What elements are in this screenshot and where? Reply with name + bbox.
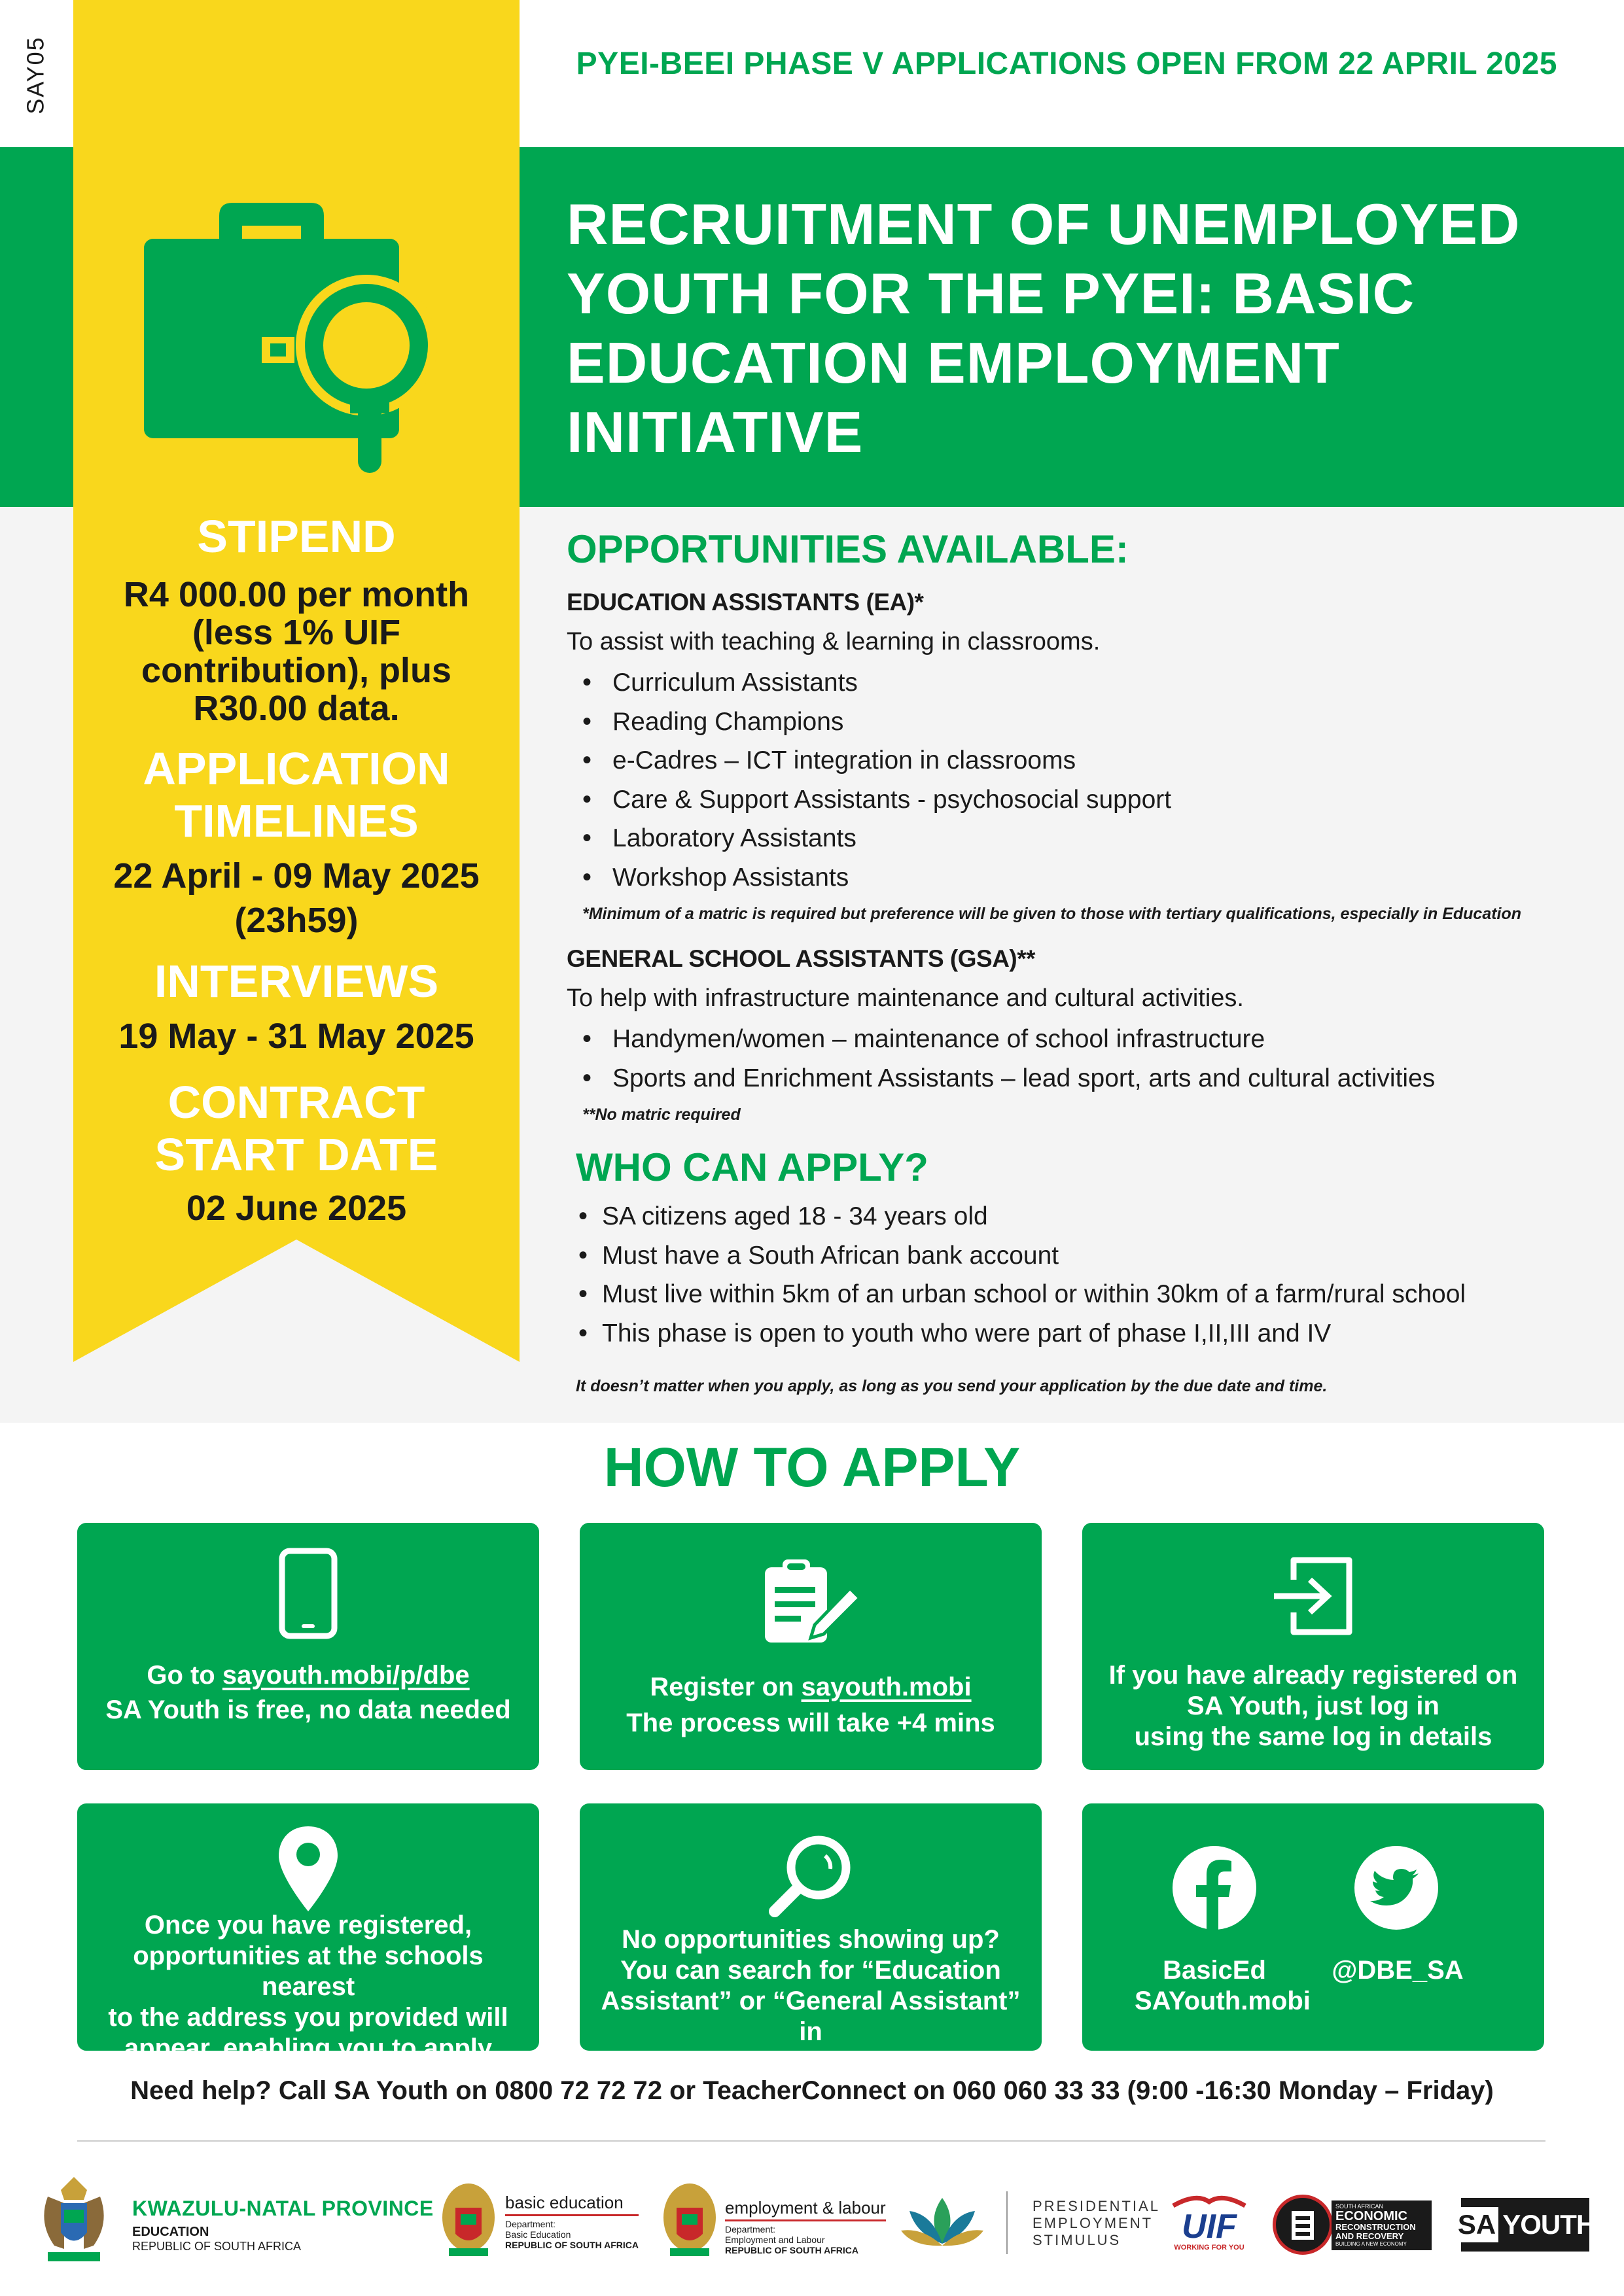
stimulus-line: PRESIDENTIAL [1033, 2198, 1160, 2214]
kzn-logo-text [132, 2197, 434, 2253]
card-line: appear, enabling you to apply [124, 2034, 493, 2062]
err-small: SOUTH AFRICAN [1335, 2203, 1384, 2210]
facebook-icon[interactable] [1173, 1846, 1256, 1930]
contract-date: 02 June 2025 [186, 1189, 407, 1228]
briefcase-search-icon [128, 177, 468, 504]
apply-card-search [580, 1803, 1042, 2077]
list-item: • Handymen/women – maintenance of school infrastructure [567, 1020, 1581, 1059]
facebook-handle[interactable]: BasicEd [1163, 1956, 1266, 1985]
help-line: Need help? Call SA Youth on 0800 72 72 72 or TeacherConnect on 060 060 33 33 (9:00 -16:30 Monday – Friday) [130, 2076, 1494, 2105]
who-can-apply-note: It doesn’t matter when you apply, as long as you send your application by the due date and time. [576, 1377, 1328, 1395]
interviews-dates: 19 May - 31 May 2025 [118, 1017, 474, 1056]
gsa-title: GENERAL SCHOOL ASSISTANTS (GSA)** [567, 945, 1036, 972]
apply-card-login [1082, 1523, 1544, 1770]
stipend-details [73, 576, 520, 727]
map-pin-icon [77, 1823, 539, 1915]
gsa-intro: To help with infrastructure maintenance and cultural activities. [567, 984, 1244, 1012]
basic-education-line: Department: [505, 2219, 556, 2229]
document-code: SAY05 [22, 36, 49, 114]
stipend-line: (less 1% UIF [192, 613, 401, 652]
search-icon [580, 1830, 1042, 1921]
kzn-name: KWAZULU-NATAL PROVINCE [132, 2197, 434, 2220]
list-item: • Must live within 5km of an urban school or within 30km of a farm/rural school [576, 1275, 1597, 1314]
card-line: Register on sayouth.mobi [650, 1673, 972, 1701]
timelines-heading-line: APPLICATION [143, 743, 450, 794]
basic-education-coat-of-arms-icon [440, 2182, 497, 2259]
employment-labour-line: REPUBLIC OF SOUTH AFRICA [725, 2245, 859, 2255]
logo-divider [1006, 2191, 1008, 2254]
card-line: the search box [718, 2048, 904, 2077]
login-icon [1082, 1550, 1544, 1642]
employment-labour-logo-text [725, 2198, 886, 2255]
stipend-line: R30.00 data. [193, 689, 400, 728]
list-item: • Must have a South African bank account [576, 1236, 1597, 1276]
employment-labour-line: Department: [725, 2224, 776, 2235]
err-emblem-icon [1273, 2195, 1333, 2255]
card-line: SA Youth, just log in [1187, 1692, 1439, 1720]
top-headline: PYEI-BEEI PHASE V APPLICATIONS OPEN FROM 22 APRIL 2025 [576, 46, 1557, 81]
lotus-emblem-icon [900, 2195, 985, 2250]
employment-labour-name: employment & labour [725, 2198, 886, 2221]
ea-list [567, 663, 1581, 897]
timelines-heading [73, 742, 520, 847]
card-line: The process will take +4 mins [626, 1709, 995, 1737]
gsa-list [567, 1020, 1581, 1098]
gsa-note: **No matric required [582, 1105, 741, 1124]
err-line: RECONSTRUCTION [1335, 2222, 1416, 2232]
err-line: ECONOMIC [1335, 2209, 1407, 2223]
ea-note: *Minimum of a matric is required but preference will be given to those with tertiary qualifications, especially in Education [582, 905, 1522, 923]
apply-card-go-to [77, 1523, 539, 1770]
card-line: No opportunities showing up? [622, 1925, 1000, 1954]
card-line: If you have already registered on [1108, 1661, 1518, 1690]
list-item: • Care & Support Assistants - psychosocial support [567, 780, 1581, 820]
kzn-line: EDUCATION [132, 2225, 209, 2239]
twitter-handle[interactable]: @DBE_SA [1332, 1956, 1464, 1985]
uif-logo [1170, 2193, 1248, 2258]
main-title-line: RECRUITMENT OF UNEMPLOYED [567, 192, 1521, 256]
sa-youth-sa: SA [1455, 2207, 1498, 2242]
card-line: Once you have registered, [144, 1911, 472, 1939]
timelines-dates [73, 854, 520, 943]
list-item: • Laboratory Assistants [567, 819, 1581, 858]
apply-card-social [1082, 1803, 1544, 2051]
timelines-line: (23h59) [234, 901, 359, 940]
card-line: SA Youth is free, no data needed [105, 1696, 511, 1724]
who-can-apply-list [576, 1197, 1597, 1353]
opportunities-heading: OPPORTUNITIES AVAILABLE: [567, 527, 1129, 571]
card-line: Assistant” or “General Assistant” in [601, 1987, 1021, 2046]
facebook-handle[interactable]: SAYouth.mobi [1135, 1987, 1311, 2015]
phone-icon [77, 1548, 539, 1639]
card-line: opportunities at the schools nearest [133, 1941, 484, 2001]
stipend-line: contribution), plus [141, 651, 451, 690]
employment-labour-coat-of-arms-icon [661, 2182, 718, 2259]
basic-education-line: Basic Education [505, 2229, 571, 2240]
who-can-apply-heading: WHO CAN APPLY? [576, 1145, 928, 1189]
list-item: • Workshop Assistants [567, 858, 1581, 897]
kzn-coat-of-arms-icon [25, 2170, 123, 2269]
how-to-apply-heading: HOW TO APPLY [603, 1436, 1021, 1498]
employment-labour-line: Employment and Labour [725, 2235, 825, 2245]
err-line: AND RECOVERY [1335, 2231, 1404, 2241]
kzn-line: REPUBLIC OF SOUTH AFRICA [132, 2240, 302, 2253]
apply-card-nearest-schools [77, 1803, 539, 2062]
err-logo-text [1332, 2200, 1432, 2250]
contract-heading-line: START DATE [154, 1129, 438, 1180]
interviews-heading: INTERVIEWS [154, 956, 439, 1007]
ribbon-notch [73, 1240, 520, 1364]
main-title [567, 190, 1587, 467]
sa-youth-logo [1457, 2198, 1596, 2252]
footer-divider [77, 2140, 1545, 2142]
card-line: You can search for “Education [620, 1956, 1001, 1985]
card-line: to the address you provided will [108, 2003, 508, 2032]
ea-intro: To assist with teaching & learning in classrooms. [567, 628, 1101, 655]
sayouth-link[interactable]: sayouth.mobi [801, 1673, 972, 1701]
apply-card-register [580, 1523, 1042, 1770]
stipend-heading: STIPEND [197, 511, 396, 562]
list-item: • Reading Champions [567, 703, 1581, 742]
basic-education-logo-text [505, 2193, 639, 2250]
card-line: using the same log in details [1134, 1722, 1492, 1751]
list-item: • Curriculum Assistants [567, 663, 1581, 703]
basic-education-name: basic education [505, 2193, 639, 2216]
stipend-line: R4 000.00 per month [123, 575, 470, 614]
sa-youth-youth: YOUTH [1502, 2209, 1596, 2240]
clipboard-edit-icon [580, 1554, 1042, 1646]
uif-name: UIF [1182, 2208, 1237, 2246]
stimulus-line: EMPLOYMENT [1033, 2215, 1154, 2231]
main-title-line: EDUCATION EMPLOYMENT [567, 330, 1340, 395]
err-tagline: BUILDING A NEW ECONOMY [1335, 2241, 1407, 2247]
uif-tagline: WORKING FOR YOU [1174, 2244, 1244, 2252]
main-title-line: INITIATIVE [567, 400, 864, 464]
main-title-line: YOUTH FOR THE PYEI: BASIC [567, 261, 1415, 326]
list-item: • e-Cadres – ICT integration in classrooms [567, 741, 1581, 780]
contract-heading [73, 1076, 520, 1181]
list-item: • This phase is open to youth who were part of phase I,II,III and IV [576, 1314, 1597, 1353]
ea-title: EDUCATION ASSISTANTS (EA)* [567, 589, 924, 616]
stimulus-line: STIMULUS [1033, 2232, 1121, 2248]
timelines-line: 22 April - 09 May 2025 [113, 856, 480, 896]
basic-education-line: REPUBLIC OF SOUTH AFRICA [505, 2240, 639, 2250]
stimulus-logo-text [1033, 2198, 1160, 2249]
sayouth-dbe-link[interactable]: sayouth.mobi/p/dbe [222, 1661, 470, 1690]
card-line: Go to sayouth.mobi/p/dbe [147, 1661, 470, 1690]
list-item: • SA citizens aged 18 - 34 years old [576, 1197, 1597, 1236]
twitter-icon[interactable] [1354, 1846, 1438, 1930]
list-item: • Sports and Enrichment Assistants – lead sport, arts and cultural activities [567, 1059, 1581, 1098]
timelines-heading-line: TIMELINES [174, 795, 419, 846]
contract-heading-line: CONTRACT [168, 1077, 425, 1128]
